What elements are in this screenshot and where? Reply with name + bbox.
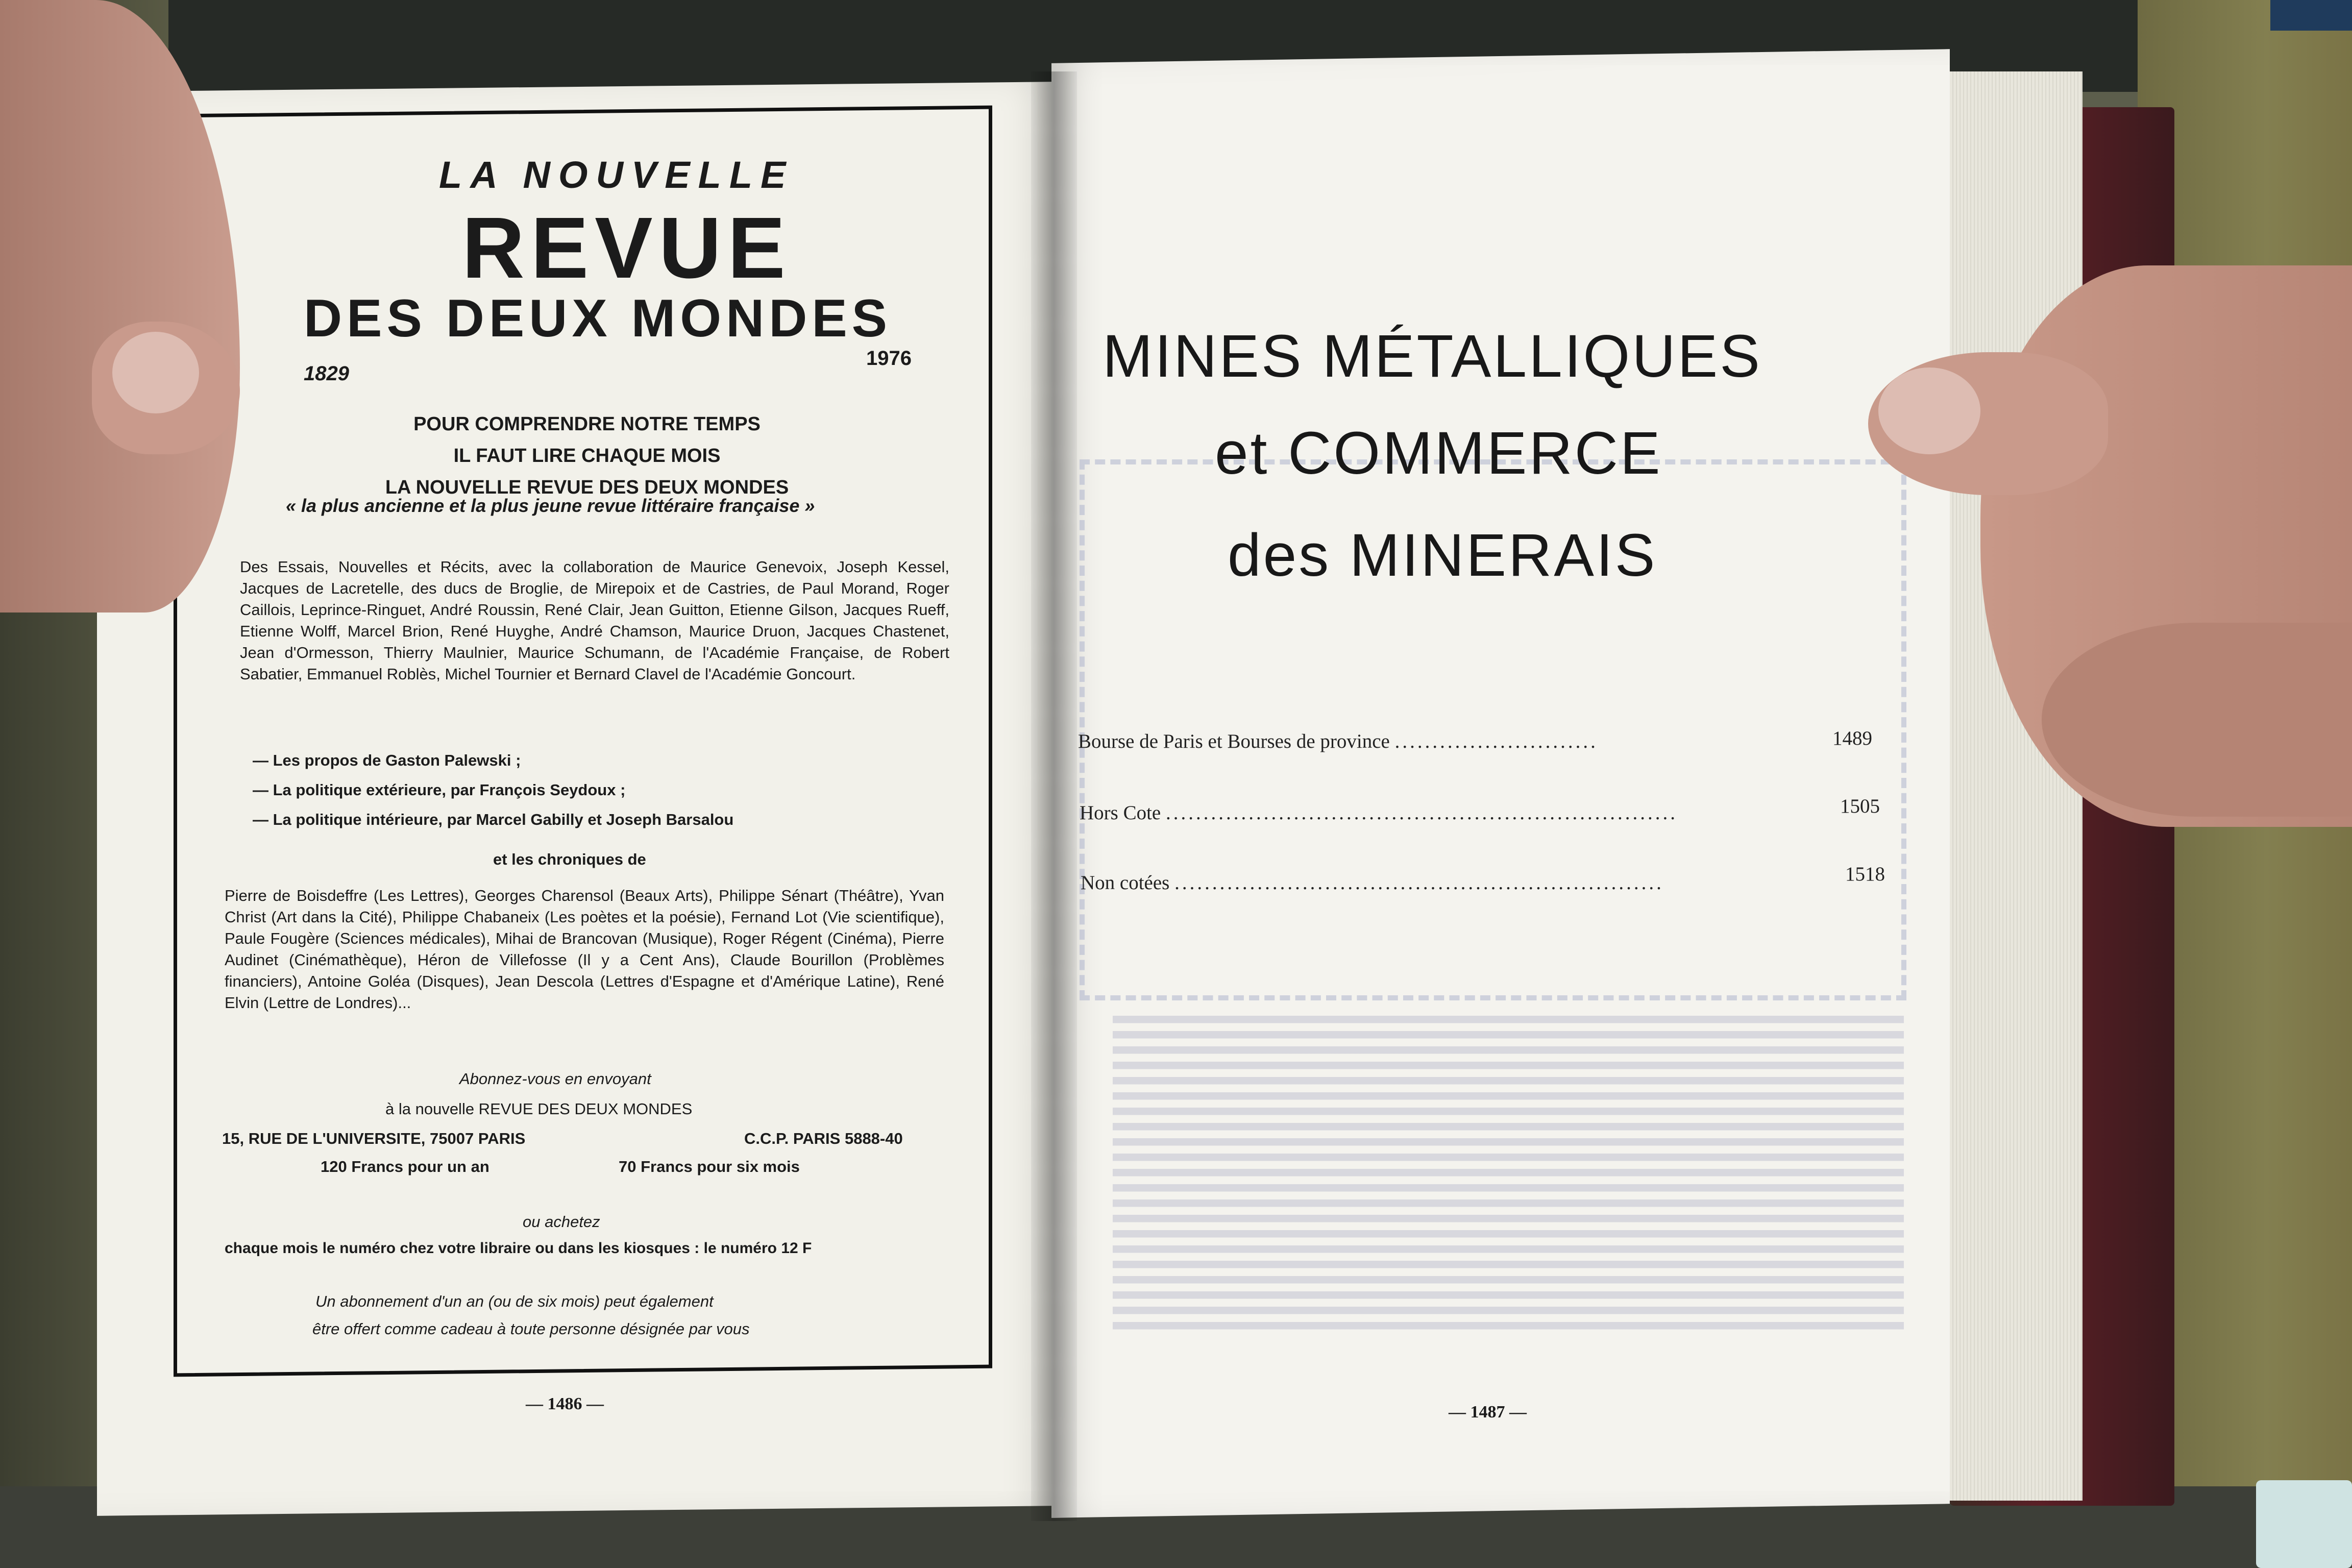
- ad-ccp: C.C.P. PARIS 5888-40: [744, 1130, 903, 1147]
- ad-chronicles: Pierre de Boisdeffre (Les Lettres), Georges Charensol (Beaux Arts), Philippe Sénart (Théâtre), Yvan Christ (Art dans la Cité), Philippe Chabaneix (Les poètes et la poésie), Fernand Lot (Vie scientifique), Paule Fougère (Sciences médicales), Mihai de Brancovan (Musique), Roger Régent (Cinéma), Pierre Audinet (Cinémathèque), Héron de Villefosse (Il y a Cent Ans), Claude Bourillon (Problèmes financiers), Antoine Goléa (Disques), Jean Descola (Lettres d'Espagne et d'Amérique Latine), René Elvin (Lettre de Londres)...: [225, 887, 944, 1012]
- toc-entry: [1081, 871, 1664, 894]
- ad-slogan: [357, 408, 817, 503]
- left-page-number: — 1486 —: [526, 1394, 604, 1413]
- ad-gift-line1: Un abonnement d'un an (ou de six mois) peut également: [315, 1292, 714, 1310]
- ad-bullet: — Les propos de Gaston Palewski ;: [253, 751, 521, 769]
- section-title-line2: et COMMERCE: [1215, 420, 1662, 487]
- ad-to-revue: à la nouvelle REVUE DES DEUX MONDES: [385, 1100, 693, 1118]
- left-thumbnail: [112, 332, 199, 413]
- ad-subscribe: Abonnez-vous en envoyant: [459, 1070, 651, 1088]
- ad-or-buy: ou achetez: [523, 1213, 600, 1231]
- section-title-line3: des MINERAIS: [1228, 522, 1657, 589]
- toc-label: Bourse de Paris et Bourses de province: [1078, 730, 1390, 752]
- ad-monthly: chaque mois le numéro chez votre libraire ou dans les kiosques : le numéro 12 F: [225, 1240, 812, 1257]
- toc-label: Hors Cote: [1080, 802, 1161, 824]
- ad-body: Des Essais, Nouvelles et Récits, avec la collaboration de Maurice Genevoix, Joseph Kessel, Jacques de Lacretelle, des ducs de Broglie, de Mirepoix et de Castries, de Paul Morand, Roger Caillois, Leprince-Ringuet, André Roussin, René Clair, Jean Guitton, Etienne Gilson, Jacques Rueff, Etienne Wolff, Marcel Brion, René Huyghe, André Chamson, Maurice Druon, Jacques Chastenet, Jean d'Ormesson, Thierry Maulnier, Maurice Schumann, de l'Académie Française, de Robert Sabatier, Emmanuel Roblès, Michel Tournier et Bernard Clavel de l'Académie Goncourt.: [240, 558, 949, 683]
- toc-page-number: 1505: [1840, 795, 1880, 817]
- ad-year-end: 1976: [866, 347, 912, 370]
- slogan-line: IL FAUT LIRE CHAQUE MOIS: [453, 445, 721, 467]
- toc-label: Non cotées: [1081, 872, 1170, 894]
- ad-bullet: — La politique extérieure, par François Seydoux ;: [253, 781, 626, 799]
- toc-entry: [1078, 730, 1598, 753]
- toc-page-number: 1489: [1832, 727, 1872, 749]
- ad-title-line3: DES DEUX MONDES: [304, 289, 892, 348]
- toc-leader: ....................................................................: [1166, 802, 1678, 824]
- right-page-number: — 1487 —: [1449, 1403, 1527, 1422]
- toc-leader: .................................................................: [1174, 872, 1664, 894]
- slogan-line: POUR COMPRENDRE NOTRE TEMPS: [413, 413, 761, 435]
- ad-price-six: 70 Francs pour six mois: [619, 1158, 800, 1175]
- sleeve: [2270, 0, 2352, 31]
- right-thumbnail: [1878, 368, 1980, 454]
- toc-leader: ...........................: [1394, 730, 1598, 752]
- right-finger: [2042, 623, 2352, 817]
- ad-year-start: 1829: [304, 362, 349, 385]
- ad-address: 15, RUE DE L'UNIVERSITE, 75007 PARIS: [222, 1130, 526, 1147]
- background-object: [2256, 1480, 2352, 1568]
- ad-title-line2: REVUE: [462, 200, 792, 297]
- ad-tagline: « la plus ancienne et la plus jeune revue littéraire française »: [286, 495, 815, 516]
- toc-entry: [1080, 801, 1678, 824]
- slogan-line: LA NOUVELLE REVUE DES DEUX MONDES: [385, 477, 789, 498]
- ad-gift-line2: être offert comme cadeau à toute personne désignée par vous: [312, 1320, 750, 1338]
- toc-page-number: 1518: [1845, 863, 1885, 885]
- ad-bullet: — La politique intérieure, par Marcel Gabilly et Joseph Barsalou: [253, 811, 734, 828]
- ad-price-year: 120 Francs pour un an: [321, 1158, 489, 1175]
- book-gutter: [1031, 71, 1077, 1521]
- bleed-through-table: [1113, 1016, 1904, 1332]
- ad-chronicles-title: et les chroniques de: [493, 850, 646, 868]
- ad-title-line1: LA NOUVELLE: [439, 154, 794, 196]
- section-title-line1: MINES MÉTALLIQUES: [1102, 323, 1762, 390]
- page-stack: [1940, 71, 2082, 1501]
